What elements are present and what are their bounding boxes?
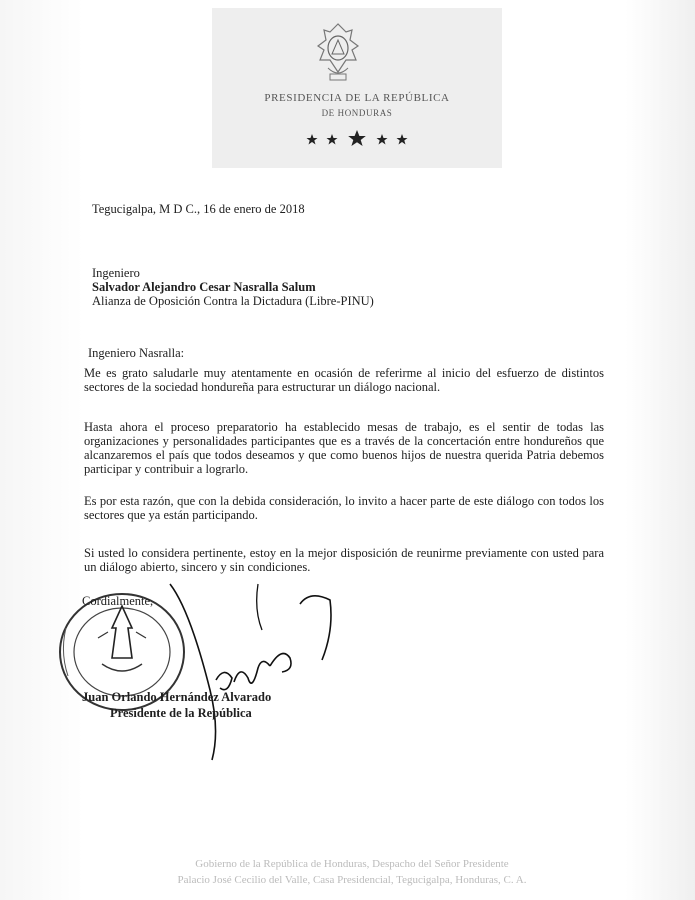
recipient-title: Ingeniero (92, 266, 140, 280)
coat-of-arms-icon (310, 20, 366, 84)
signer-title: Presidente de la República (110, 706, 252, 720)
closing: Cordialmente, (82, 594, 154, 608)
footer-line-2: Palacio José Cecilio del Valle, Casa Presidencial, Tegucigalpa, Honduras, C. A. (177, 874, 527, 886)
letter-date: Tegucigalpa, M D C., 16 de enero de 2018 (92, 202, 305, 216)
recipient-organization: Alianza de Oposición Contra la Dictadura (Libre-PINU) (92, 294, 374, 308)
recipient-name: Salvador Alejandro Cesar Nasralla Salum (92, 280, 316, 294)
paragraph-4: Si usted lo considera pertinente, estoy en la mejor disposición de reunirme previamente con usted para un diálogo abierto, sincero y sin condiciones. (84, 546, 604, 574)
footer-line-1: Gobierno de la República de Honduras, Despacho del Señor Presidente (195, 858, 509, 870)
letterhead (212, 8, 502, 168)
paragraph-1: Me es grato saludarle muy atentamente en ocasión de referirme al inicio del esfuerzo de distintos sectores de la sociedad hondureña para estructurar un diálogo nacional. (84, 366, 604, 394)
letterhead-subtitle: DE HONDURAS (321, 108, 393, 118)
handwritten-signature-icon (150, 570, 350, 770)
paragraph-3: Es por esta razón, que con la debida consideración, lo invito a hacer parte de este diálogo con todos los sectores que ya están participando. (84, 494, 604, 522)
letterhead-title: PRESIDENCIA DE LA REPÚBLICA (264, 92, 450, 104)
salutation: Ingeniero Nasralla: (88, 346, 185, 360)
paragraph-2: Hasta ahora el proceso preparatorio ha establecido mesas de trabajo, es el sentir de todas las organizaciones y personalidades participantes que es a través de la concertación entre hondureños que alcanzaremos el país que todos deseamos y que como buenos hijos de nuestra querida Patria debemos participar y contribuir a lograrlo. (84, 420, 604, 476)
stars-icon (302, 128, 412, 148)
signer-name: Juan Orlando Hernández Alvarado (82, 690, 272, 704)
